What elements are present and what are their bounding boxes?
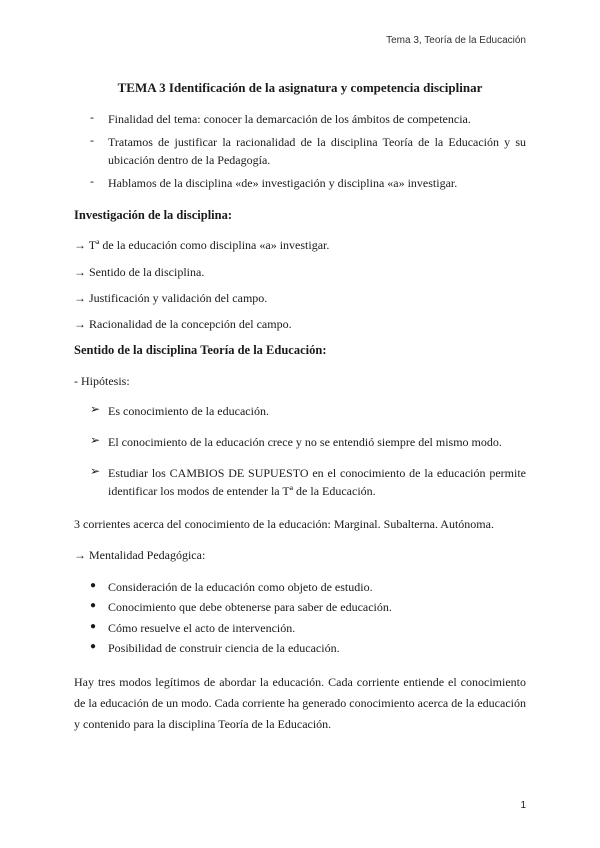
mentality-label: → Mentalidad Pedagógica: bbox=[74, 548, 206, 562]
intro-item: Hablamos de la disciplina «de» investigación y disciplina «a» investigar. bbox=[108, 176, 458, 190]
list-item: → Justificación y validación del campo. bbox=[74, 291, 268, 305]
currents-text: 3 corrientes acerca del conocimiento de la educación: Marginal. Subalterna. Autónoma. bbox=[74, 517, 494, 531]
hypothesis-label: - Hipótesis: bbox=[74, 374, 130, 388]
dash-bullet: - bbox=[90, 133, 94, 147]
list-item: → Tª de la educación como disciplina «a» investigar. bbox=[74, 238, 330, 252]
hypothesis-item: El conocimiento de la educación crece y no se entendió siempre del mismo modo. bbox=[108, 435, 502, 449]
list-item: → Sentido de la disciplina. bbox=[74, 265, 205, 279]
list-item: → Racionalidad de la concepción del campo. bbox=[74, 317, 292, 331]
dot-bullet-icon: ● bbox=[90, 621, 97, 632]
closing-paragraph: Hay tres modos legítimos de abordar la educación. Cada corriente entiende el conocimiento de la educación de un modo. Cada corriente ha generado conocimiento acerca de la educación y contenido para la disciplina Teoría de la Educación. bbox=[74, 675, 526, 731]
page-number: 1 bbox=[520, 800, 526, 811]
intro-item: Finalidad del tema: conocer la demarcación de los ámbitos de competencia. bbox=[108, 112, 471, 126]
running-header: Tema 3, Teoría de la Educación bbox=[386, 35, 526, 46]
intro-item: Tratamos de justificar la racionalidad de la disciplina Teoría de la Educación y su ubicación dentro de la Pedagogía. bbox=[108, 135, 526, 167]
mentality-item: Posibilidad de construir ciencia de la educación. bbox=[108, 641, 340, 655]
hypothesis-item: Es conocimiento de la educación. bbox=[108, 404, 269, 418]
section-heading: Investigación de la disciplina: bbox=[74, 208, 233, 222]
arrow-bullet-icon: ➢ bbox=[90, 464, 101, 478]
hypothesis-item: Estudiar los CAMBIOS DE SUPUESTO en el conocimiento de la educación permite identificar los modos de entender la Tª de la Educación. bbox=[108, 466, 526, 498]
dash-bullet: - bbox=[90, 174, 94, 188]
mentality-item: Consideración de la educación como objeto de estudio. bbox=[108, 580, 373, 594]
mentality-item: Cómo resuelve el acto de intervención. bbox=[108, 621, 296, 635]
page-title: TEMA 3 Identificación de la asignatura y competencia disciplinar bbox=[117, 80, 483, 95]
dot-bullet-icon: ● bbox=[90, 641, 97, 652]
mentality-item: Conocimiento que debe obtenerse para saber de educación. bbox=[108, 600, 392, 614]
arrow-bullet-icon: ➢ bbox=[90, 402, 101, 416]
dot-bullet-icon: ● bbox=[90, 600, 97, 611]
dash-bullet: - bbox=[90, 110, 94, 124]
dot-bullet-icon: ● bbox=[90, 580, 97, 591]
section-heading: Sentido de la disciplina Teoría de la Educación: bbox=[74, 343, 327, 357]
arrow-bullet-icon: ➢ bbox=[90, 433, 101, 447]
